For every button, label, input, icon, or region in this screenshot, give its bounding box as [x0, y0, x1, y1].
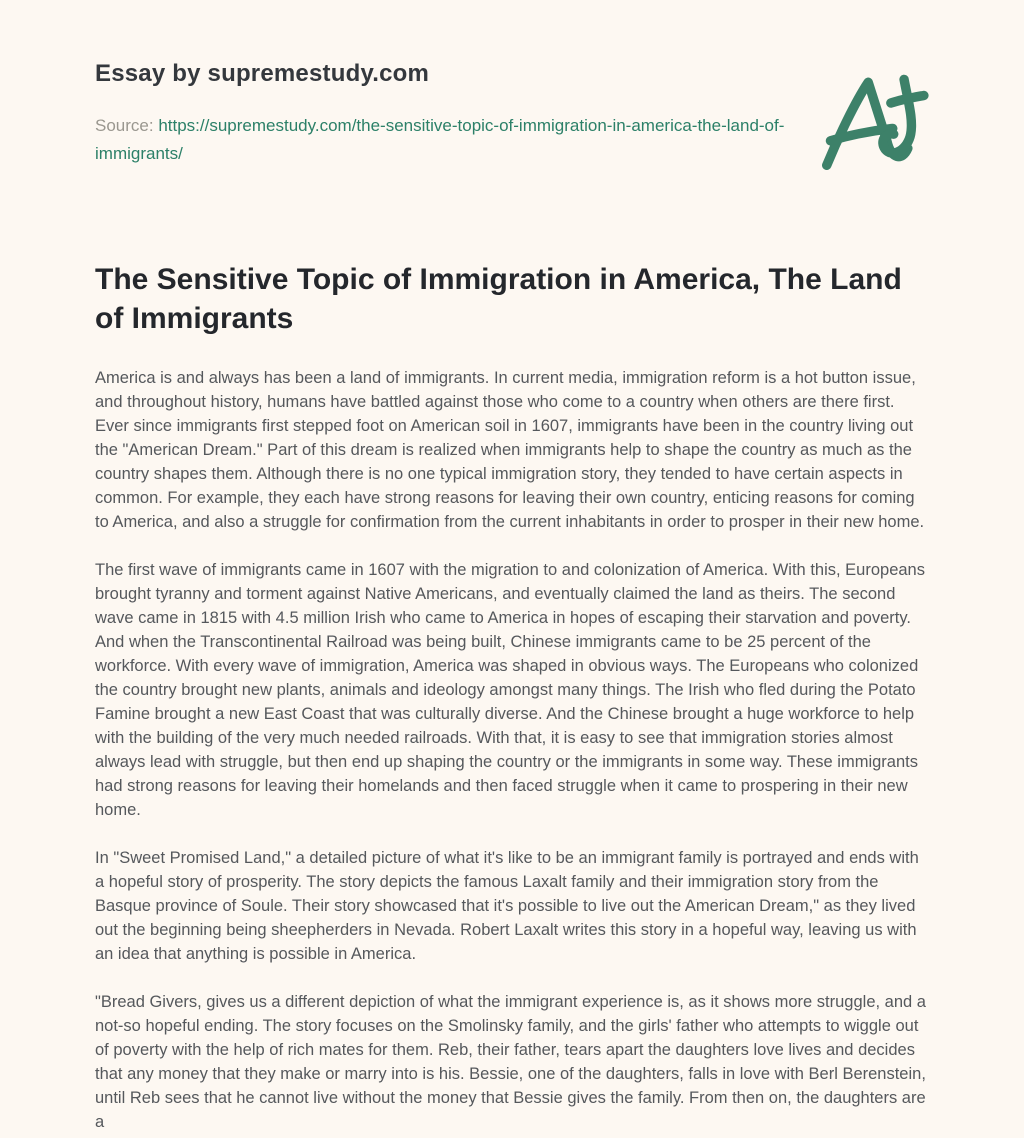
paragraph: America is and always has been a land of immigrants. In current media, immigration reform is a hot button issue, and throughout history, humans have battled against those who come to a country when others are there first. Ever since immigrants first stepped foot on American soil in 1607, immigrants have been in the country living out the "American Dream." Part of this dream is realized when immigrants help to shape the country as much as the country shapes them. Although there is no one typical immigration story, they tended to have certain aspects in common. For example, they each have strong reasons for leaving their own country, enticing reasons for coming to America, and also a struggle for confirmation from the current inhabitants in order to prosper in their new home. [95, 369, 925, 531]
header-text-block [95, 60, 785, 168]
paragraph: The first wave of immigrants came in 1607 with the migration to and colonization of America. With this, Europeans brought tyranny and torment against Native Americans, and eventually claimed the land as theirs. The second wave came in 1815 with 4.5 million Irish who came to America in hopes of escaping their starvation and poverty. And when the Transcontinental Railroad was being built, Chinese immigrants came to be 25 percent of the workforce. With every wave of immigration, America was shaped in obvious ways. The Europeans who colonized the country brought new plants, animals and ideology amongst many things. The Irish who fled during the Potato Famine brought a new East Coast that was culturally diverse. And the Chinese brought a huge workforce to help with the building of the very much needed railroads. With that, it is easy to see that immigration stories almost always lead with struggle, but then end up shaping the country or the immigrants in some way. These immigrants had strong reasons for leaving their homelands and then faced struggle when it came to prospering in their new home. [95, 561, 925, 819]
source-line [95, 112, 785, 168]
article-body [95, 366, 931, 1134]
paragraph: In "Sweet Promised Land," a detailed picture of what it's like to be an immigrant family is portrayed and ends with a hopeful story of prosperity. The story depicts the famous Laxalt family and their immigration story from the Basque province of Soule. Their story showcased that it's possible to live out the American Dream," as they lived out the beginning being sheepherders in Nevada. Robert Laxalt writes this story in a hopeful way, leaving us with an idea that anything is possible in America. [95, 849, 919, 963]
essay-by-heading: Essay by supremestudy.com [95, 60, 430, 87]
a-plus-logo-icon [812, 70, 932, 170]
source-url-link[interactable]: https://supremestudy.com/the-sensitive-topic-of-immigration-in-america-the-land-of-immigrants/ [95, 116, 785, 163]
page-header [95, 60, 934, 170]
article-title: The Sensitive Topic of Immigration in America, The Land of Immigrants [95, 263, 902, 335]
source-label: Source: [95, 116, 154, 135]
paragraph: "Bread Givers, gives us a different depiction of what the immigrant experience is, as it shows more struggle, and a not-so hopeful ending. The story focuses on the Smolinsky family, and the girls' father who attempts to wiggle out of poverty with the help of rich mates for them. Reb, their father, tears apart the daughters love lives and decides that any money that they make or marry into is his. Bessie, one of the daughters, falls in love with Berl Berenstein, until Reb sees that he cannot live without the money that Bessie gives the family. From then on, the daughters are a [95, 993, 926, 1131]
